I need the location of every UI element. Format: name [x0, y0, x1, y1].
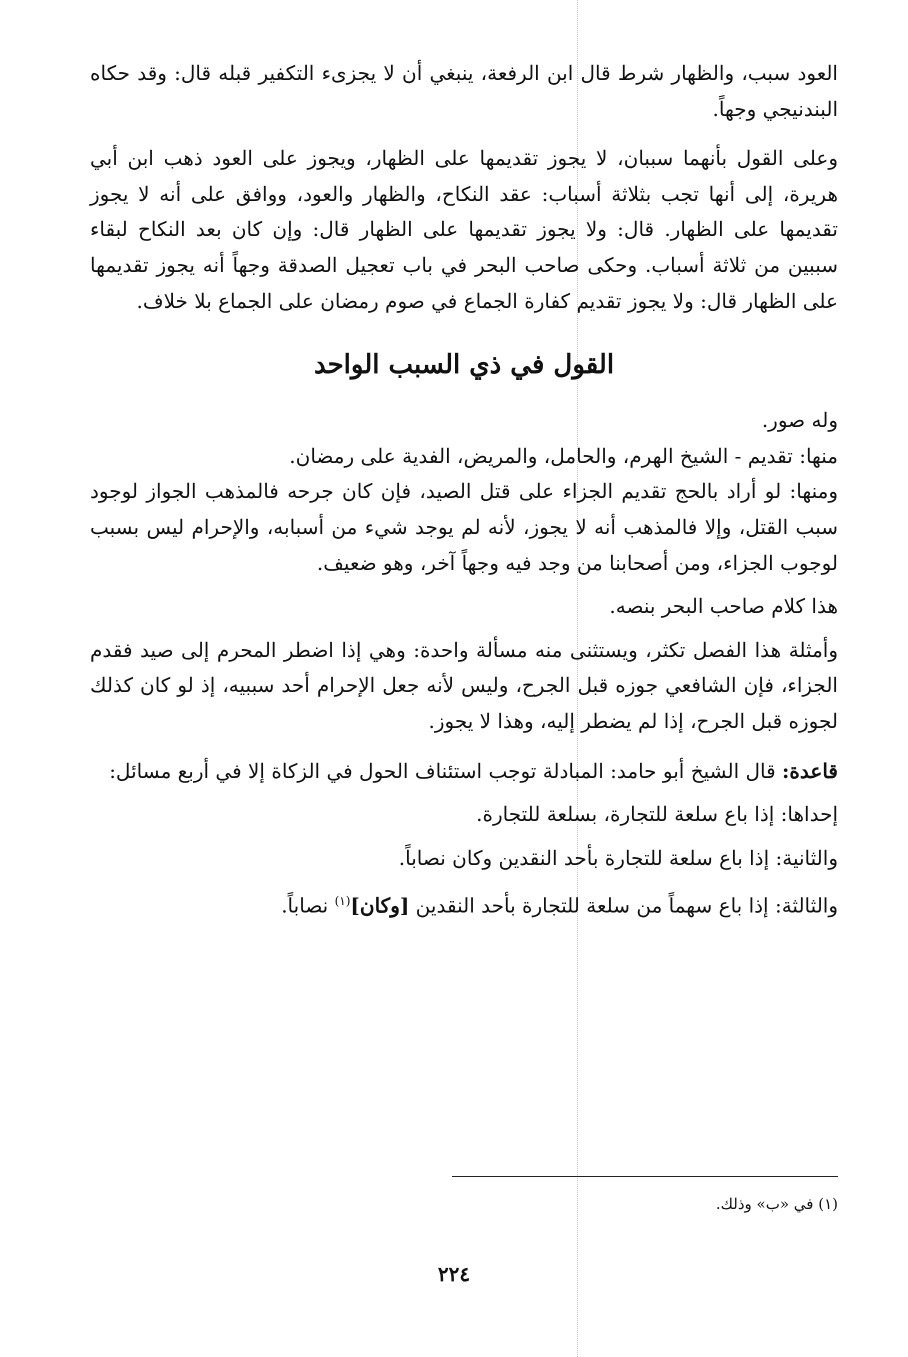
- paragraph-5: ومنها: لو أراد بالحج تقديم الجزاء على قتل الصيد، فإن كان جرحه فالمذهب الجواز لوجود سبب القتل، وإلا فالمذهب أنه لا يجوز، لأنه لم يوجد شيء من أسبابه، والإحرام ليس بسبب لوجوب الجزاء، ومن أصحابنا من وجد فيه وجهاً آخر، وهو ضعيف.: [90, 479, 838, 575]
- footnote-divider: [452, 1176, 838, 1177]
- paragraph-7: وأمثلة هذا الفصل تكثر، ويستثنى منه مسألة واحدة: وهي إذا اضطر المحرم إلى صيد فقدم الجزاء، فإن الشافعي جوزه قبل الجرح، وليس لأنه جعل الإحرام أحد سببيه، إذ لو كان كذلك لجوزه قبل الجرح، إذا لم يضطر إليه، وهذا لا يجوز.: [90, 637, 838, 733]
- paragraph-3: وله صور.: [761, 408, 838, 433]
- page-body: [90, 56, 838, 925]
- list-item-3-bracket: [وكان]: [350, 893, 410, 918]
- paragraph-2: وعلى القول بأنهما سببان، لا يجوز تقديمها على الظهار، ويجوز على العود ذهب ابن أبي هريرة، إلى أنها تجب بثلاثة أسباب: عقد النكاح، والظهار والعود، ووافق على أنه لا يجوز تقديمها على الظهار. قال: ولا يجوز تقديمها على الظهار قال: وإن كان بعد النكاح لبقاء سببين من ثلاثة أسباب. وحكى صاحب البحر في باب تعجيل الصدقة وجهاً أنه يجوز تقديمها على الظهار قال: ولا يجوز تقديم كفارة الجماع في صوم رمضان على الجماع بلا خلاف.: [90, 146, 838, 313]
- paragraph-6: هذا كلام صاحب البحر بنصه.: [609, 594, 838, 619]
- list-item-3-text: والثالثة: إذا باع سهماً من سلعة للتجارة بأحد النقدين: [415, 893, 838, 918]
- paragraph-1: العود سبب، والظهار شرط قال ابن الرفعة، ينبغي أن لا يجزىء التكفير قبله قال: وقد حكاه البندنيجي وجهاً.: [90, 61, 838, 121]
- list-item-1: إحداها: إذا باع سلعة للتجارة، بسلعة للتجارة.: [476, 802, 838, 827]
- rule-paragraph: [90, 754, 838, 790]
- rule-label: قاعدة:: [782, 758, 838, 783]
- footnote: (١) في «ب» وذلك.: [715, 1195, 838, 1213]
- list-item-3: [90, 884, 838, 924]
- rule-text: قال الشيخ أبو حامد: المبادلة توجب استئناف الحول في الزكاة إلا في أربع مسائل:: [109, 758, 776, 783]
- page-number: ٢٢٤: [437, 1262, 471, 1286]
- section-heading: القول في ذي السبب الواحد: [313, 350, 615, 381]
- footnote-ref[interactable]: (١): [334, 894, 351, 909]
- list-item-3-end: نصاباً.: [281, 893, 329, 918]
- paragraph-4: منها: تقديم - الشيخ الهرم، والحامل، والمريض، الفدية على رمضان.: [289, 443, 838, 468]
- list-item-2: والثانية: إذا باع سلعة للتجارة بأحد النقدين وكان نصاباً.: [398, 845, 838, 870]
